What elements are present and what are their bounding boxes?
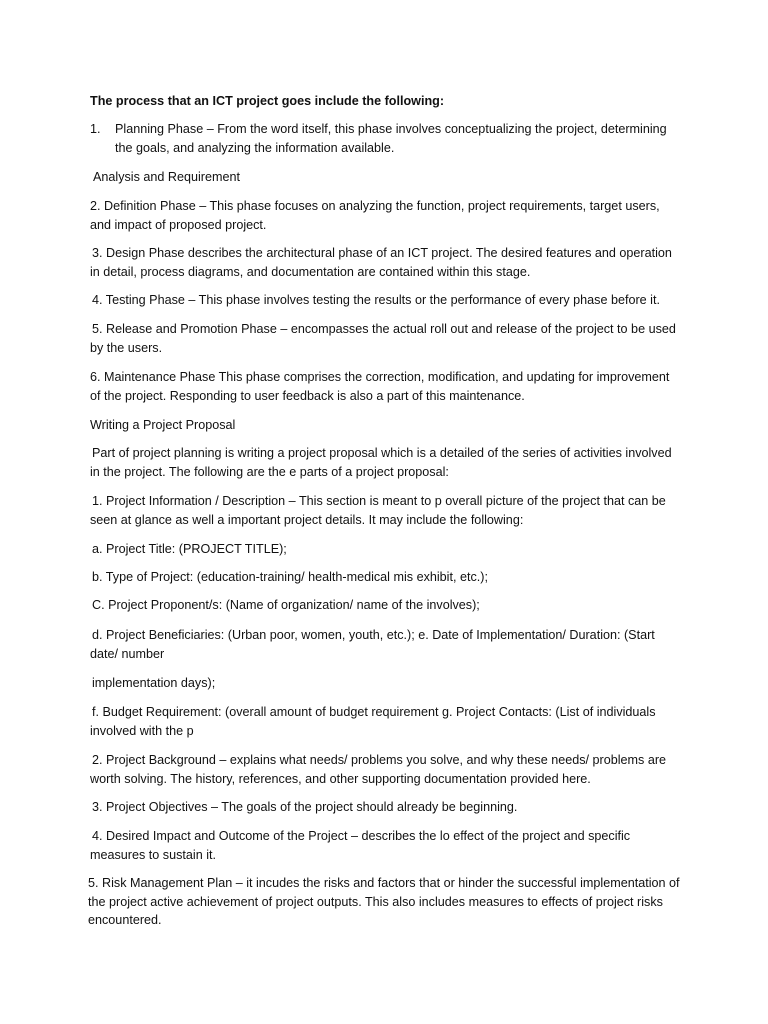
project-objectives-text: 3. Project Objectives – The goals of the project should already be beginning.: [92, 800, 518, 814]
testing-phase-text: 4. Testing Phase – This phase involves testing the results or the performance of every phase before it.: [92, 293, 660, 307]
project-background-text: 2. Project Background – explains what needs/ problems you solve, and why these needs/ problems are worth solving. The history, references, and other supporting documentation provided here.: [90, 753, 667, 786]
analysis-heading: Analysis and Requirement: [93, 170, 241, 184]
risk-management-text: 5. Risk Management Plan – it incudes the risks and factors that or hinder the successful implementation of the project active achievement of project outputs. This also includes measures to effects of project risks encountered.: [88, 876, 680, 927]
budget-requirement-item: f. Budget Requirement: (overall amount of budget requirement g. Project Contacts: (List of individuals involved with the p: [90, 705, 656, 738]
desired-impact-text: 4. Desired Impact and Outcome of the Project – describes the lo effect of the project and specific measures to sustain it.: [90, 829, 631, 862]
list-item-planning: [90, 120, 680, 157]
implementation-days-item: implementation days);: [92, 676, 216, 690]
project-beneficiaries-item: d. Project Beneficiaries: (Urban poor, women, youth, etc.); e. Date of Implementation/ Duration: (Start date/ number: [90, 628, 655, 661]
planning-phase-text: Planning Phase – From the word itself, this phase involves conceptualizing the project, determining the goals, and analyzing the information available.: [115, 122, 667, 155]
definition-phase-text: 2. Definition Phase – This phase focuses on analyzing the function, project requirements, target users, and impact of proposed project.: [90, 199, 660, 232]
proposal-heading: Writing a Project Proposal: [90, 418, 236, 432]
project-proponent-item: C. Project Proponent/s: (Name of organization/ name of the involves);: [92, 598, 480, 612]
project-type-item: b. Type of Project: (education-training/ health-medical mis exhibit, etc.);: [92, 570, 488, 584]
intro-text: The process that an ICT project goes include the following:: [90, 94, 445, 108]
design-phase-text: 3. Design Phase describes the architectural phase of an ICT project. The desired features and operation in detail, process diagrams, and documentation are contained within this stage.: [90, 246, 672, 279]
list-number: 1.: [90, 122, 101, 136]
release-phase-text: 5. Release and Promotion Phase – encompasses the actual roll out and release of the project to be used by the users.: [90, 322, 676, 355]
maintenance-phase-text: 6. Maintenance Phase This phase comprises the correction, modification, and updating for improvement of the project. Responding to user feedback is also a part of this maintenance.: [90, 370, 670, 403]
proposal-intro-text: Part of project planning is writing a project proposal which is a detailed of the series of activities involved in the project. The following are the e parts of a project proposal:: [90, 446, 672, 479]
project-title-item: a. Project Title: (PROJECT TITLE);: [92, 542, 287, 556]
project-information-text: 1. Project Information / Description – This section is meant to p overall picture of the project that can be seen at glance as well a important project details. It may include the following:: [90, 494, 666, 527]
